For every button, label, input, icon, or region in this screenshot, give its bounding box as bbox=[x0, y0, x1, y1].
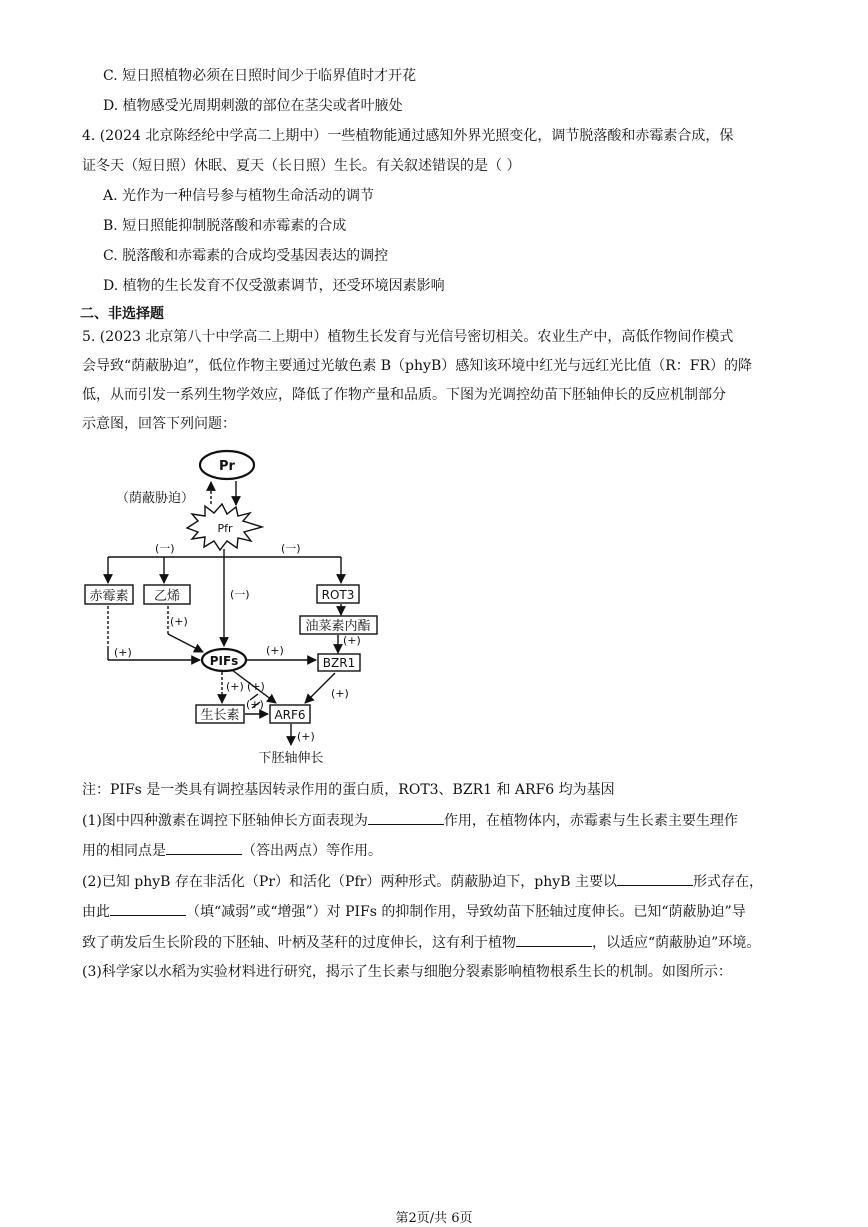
plus-pifs-auxin: (+) bbox=[226, 680, 244, 693]
answer-blank-5[interactable] bbox=[516, 932, 592, 947]
q5-line3: 低，从而引发一系列生物学效应，降低了作物产量和品质。下图为光调控幼苗下胚轴伸长的反应机制部分 bbox=[82, 387, 726, 403]
q5-line4: 示意图，回答下列问题： bbox=[82, 416, 236, 432]
plus-ethylene: (+) bbox=[170, 615, 188, 628]
q4-option-b: B. 短日照能抑制脱落酸和赤霉素的合成 bbox=[103, 218, 347, 234]
sub1-line2: 用的相同点是 （答出两点）等作用。 bbox=[82, 840, 382, 861]
auxin-label: 生长素 bbox=[200, 708, 240, 723]
q4-stem-line2: 证冬天（短日照）休眠、夏天（长日照）生长。有关叙述错误的是（ ） bbox=[82, 158, 521, 174]
rot3-label: ROT3 bbox=[321, 588, 355, 602]
q5-line2: 会导致“荫蔽胁迫”，低位作物主要通过光敏色素 B（phyB）感知该环境中红光与远红光比值（R：FR）的降 bbox=[82, 358, 753, 374]
ethylene-label: 乙烯 bbox=[153, 589, 181, 604]
pifs-label: PIFs bbox=[209, 654, 239, 668]
neg-label-2: (一) bbox=[281, 542, 301, 555]
plus-auxin: (+) bbox=[246, 698, 264, 711]
answer-blank-4[interactable] bbox=[110, 901, 186, 916]
sub3-line: (3)科学家以水稻为实验材料进行研究，揭示了生长素与细胞分裂素影响植物根系生长的机制。如图所示： bbox=[82, 964, 732, 980]
gibberellin-label: 赤霉素 bbox=[89, 589, 129, 604]
q4-stem-line1: 4. (2024 北京陈经纶中学高二上期中）一些植物能通过感知外界光照变化，调节脱落酸和赤霉素合成，保 bbox=[82, 128, 734, 144]
sub2-line3: 致了萌发后生长阶段的下胚轴、叶柄及茎秆的过度伸长，这有利于植物 ，以适应“荫蔽胁迫”环境。 bbox=[82, 932, 760, 953]
q3-option-c: C. 短日照植物必须在日照时间少于临界值时才开花 bbox=[103, 68, 417, 84]
pr-label: Pr bbox=[219, 459, 235, 474]
plus-pifs-bzr1: (+) bbox=[266, 644, 284, 657]
plus-pifs-arf6: (+) bbox=[247, 680, 265, 693]
neg-label-1: (一) bbox=[155, 542, 175, 555]
hypocotyl-label: 下胚轴伸长 bbox=[258, 751, 324, 766]
answer-blank-1[interactable] bbox=[368, 810, 444, 825]
shade-label: （荫蔽胁迫） bbox=[116, 491, 195, 506]
sub1-line1: (1)图中四种激素在调控下胚轴伸长方面表现为 作用，在植物体内，赤霉素与生长素主要生理作 bbox=[82, 810, 738, 831]
q3-option-d: D. 植物感受光周期刺激的部位在茎尖或者叶腋处 bbox=[103, 98, 403, 114]
neg-label-3: (一) bbox=[230, 588, 250, 601]
plus-bzr1: (+) bbox=[331, 687, 349, 700]
q4-option-c: C. 脱落酸和赤霉素的合成均受基因表达的调控 bbox=[103, 248, 389, 264]
arf6-label: ARF6 bbox=[274, 708, 306, 722]
plus-arf6: (+) bbox=[297, 730, 315, 743]
diagram-note: 注：PIFs 是一类具有调控基因转录作用的蛋白质，ROT3、BZR1 和 ARF6 均为基因 bbox=[82, 782, 615, 798]
brassinolide-label: 油菜素内酯 bbox=[305, 619, 371, 634]
bzr1-label: BZR1 bbox=[322, 656, 356, 670]
q5-line1: 5. (2023 北京第八十中学高二上期中）植物生长发育与光信号密切相关。农业生产中，高低作物间作模式 bbox=[82, 329, 734, 345]
section-title: 二、非选择题 bbox=[80, 306, 164, 322]
sub2-line2: 由此 （填“减弱”或“增强”）对 PIFs 的抑制作用，导致幼苗下胚轴过度伸长。已知“荫蔽胁迫”导 bbox=[82, 901, 746, 922]
plus-gibberellin: (+) bbox=[114, 646, 132, 659]
mechanism-diagram bbox=[0, 440, 420, 770]
answer-blank-2[interactable] bbox=[166, 840, 242, 855]
answer-blank-3[interactable] bbox=[617, 871, 693, 886]
pfr-label: Pfr bbox=[217, 522, 233, 535]
sub2-line1: (2)已知 phyB 存在非活化（Pr）和活化（Pfr）两种形式。荫蔽胁迫下，phyB 主要以 形式存在， bbox=[82, 871, 763, 892]
q4-option-a: A. 光作为一种信号参与植物生命活动的调节 bbox=[103, 188, 375, 204]
page-footer: 第2页/共 6页 bbox=[395, 1211, 473, 1226]
plus-brassinolide: (+) bbox=[343, 634, 361, 647]
q4-option-d: D. 植物的生长发育不仅受激素调节，还受环境因素影响 bbox=[103, 278, 445, 294]
